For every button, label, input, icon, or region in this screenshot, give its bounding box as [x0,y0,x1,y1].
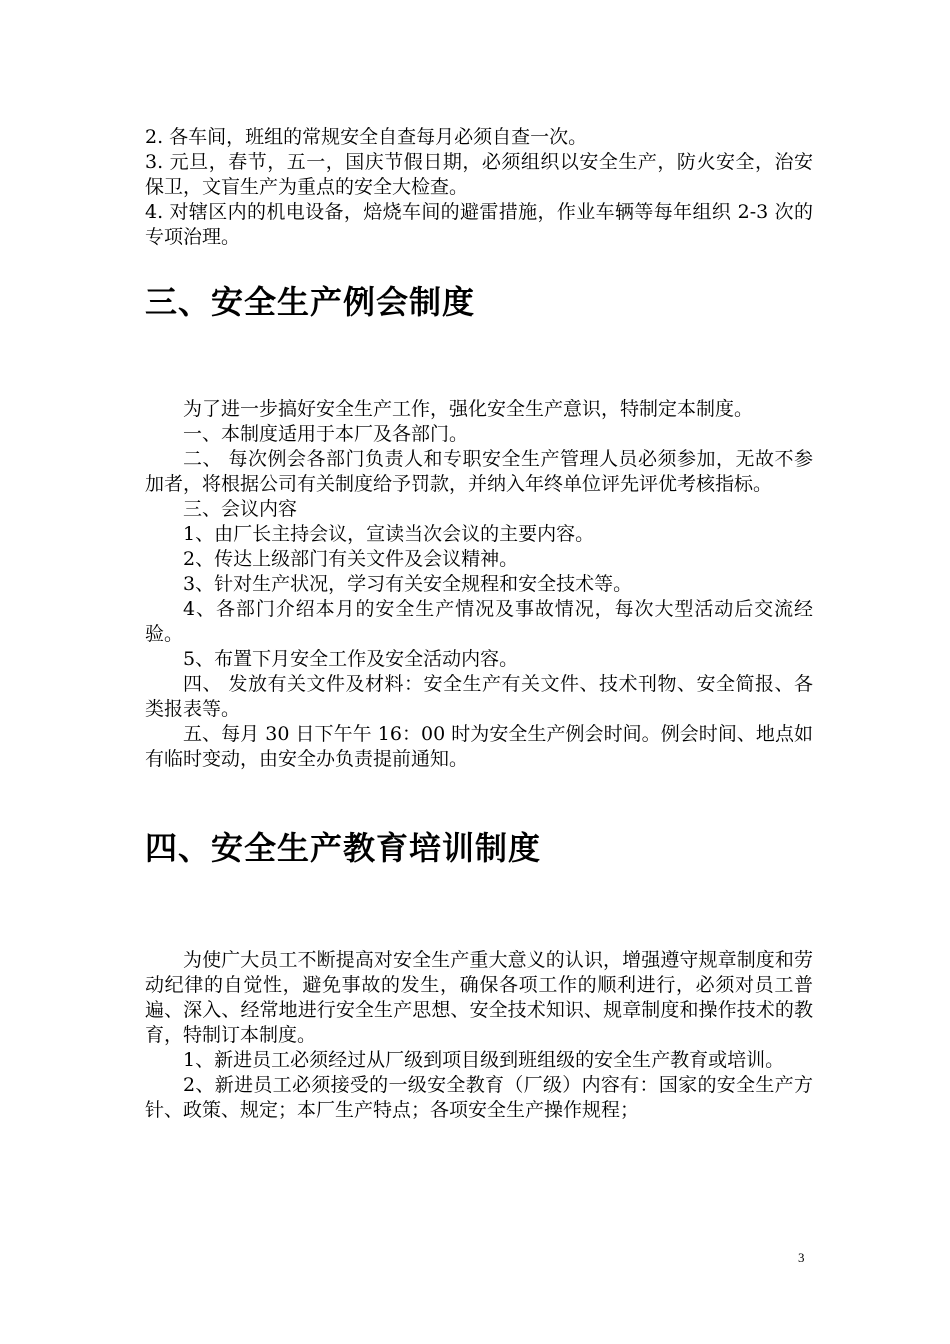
list-item: 4. 对辖区内的机电设备，焙烧车间的避雷措施，作业车辆等每年组织 2-3 次的专项治理。 [145,201,813,248]
paragraph: 2、传达上级部门有关文件及会议精神。 [183,548,519,570]
paragraph: 1、新进员工必须经过从厂级到项目级到班组级的安全生产教育或培训。 [183,1049,785,1071]
section-heading-safety-training: 四、安全生产教育培训制度 [145,829,542,867]
paragraph: 3、针对生产状况，学习有关安全规程和安全技术等。 [183,573,633,595]
page-number: 3 [798,1250,805,1265]
list-item: 3. 元旦，春节，五一，国庆节假日期，必须组织以安全生产，防火安全，治安保卫，文盲生产为重点的安全大检查。 [145,151,813,198]
paragraph: 为使广大员工不断提高对安全生产重大意义的认识，增强遵守规章制度和劳动纪律的自觉性，避免事故的发生，确保各项工作的顺利进行，必须对员工普遍、深入、经常地进行安全生产思想、安全技术知识、规章制度和操作技术的教育，特制订本制度。 [145,949,813,1046]
paragraph: 三、会议内容 [183,498,298,520]
paragraph: 1、由厂长主持会议，宣读当次会议的主要内容。 [183,523,595,545]
paragraph: 五、每月 30 日下午午 16：00 时为安全生产例会时间。例会时间、地点如有临时变动，由安全办负责提前通知。 [145,723,813,770]
paragraph: 4、各部门介绍本月的安全生产情况及事故情况，每次大型活动后交流经验。 [145,598,813,645]
paragraph: 5、布置下月安全工作及安全活动内容。 [183,648,519,670]
paragraph: 四、 发放有关文件及材料：安全生产有关文件、技术刊物、安全简报、各类报表等。 [145,673,813,720]
list-item: 2. 各车间，班组的常规安全自查每月必须自查一次。 [145,126,588,148]
section-heading-safety-meeting: 三、安全生产例会制度 [145,283,476,321]
paragraph: 二、 每次例会各部门负责人和专职安全生产管理人员必须参加，无故不参加者，将根据公司有关制度给予罚款，并纳入年终单位评先评优考核指标。 [145,448,813,495]
paragraph: 一、本制度适用于本厂及各部门。 [183,423,469,445]
paragraph: 为了进一步搞好安全生产工作，强化安全生产意识，特制定本制度。 [183,398,754,420]
page-content [145,125,813,1123]
paragraph: 2、新进员工必须接受的一级安全教育（厂级）内容有：国家的安全生产方针、政策、规定；本厂生产特点；各项安全生产操作规程； [145,1074,813,1121]
